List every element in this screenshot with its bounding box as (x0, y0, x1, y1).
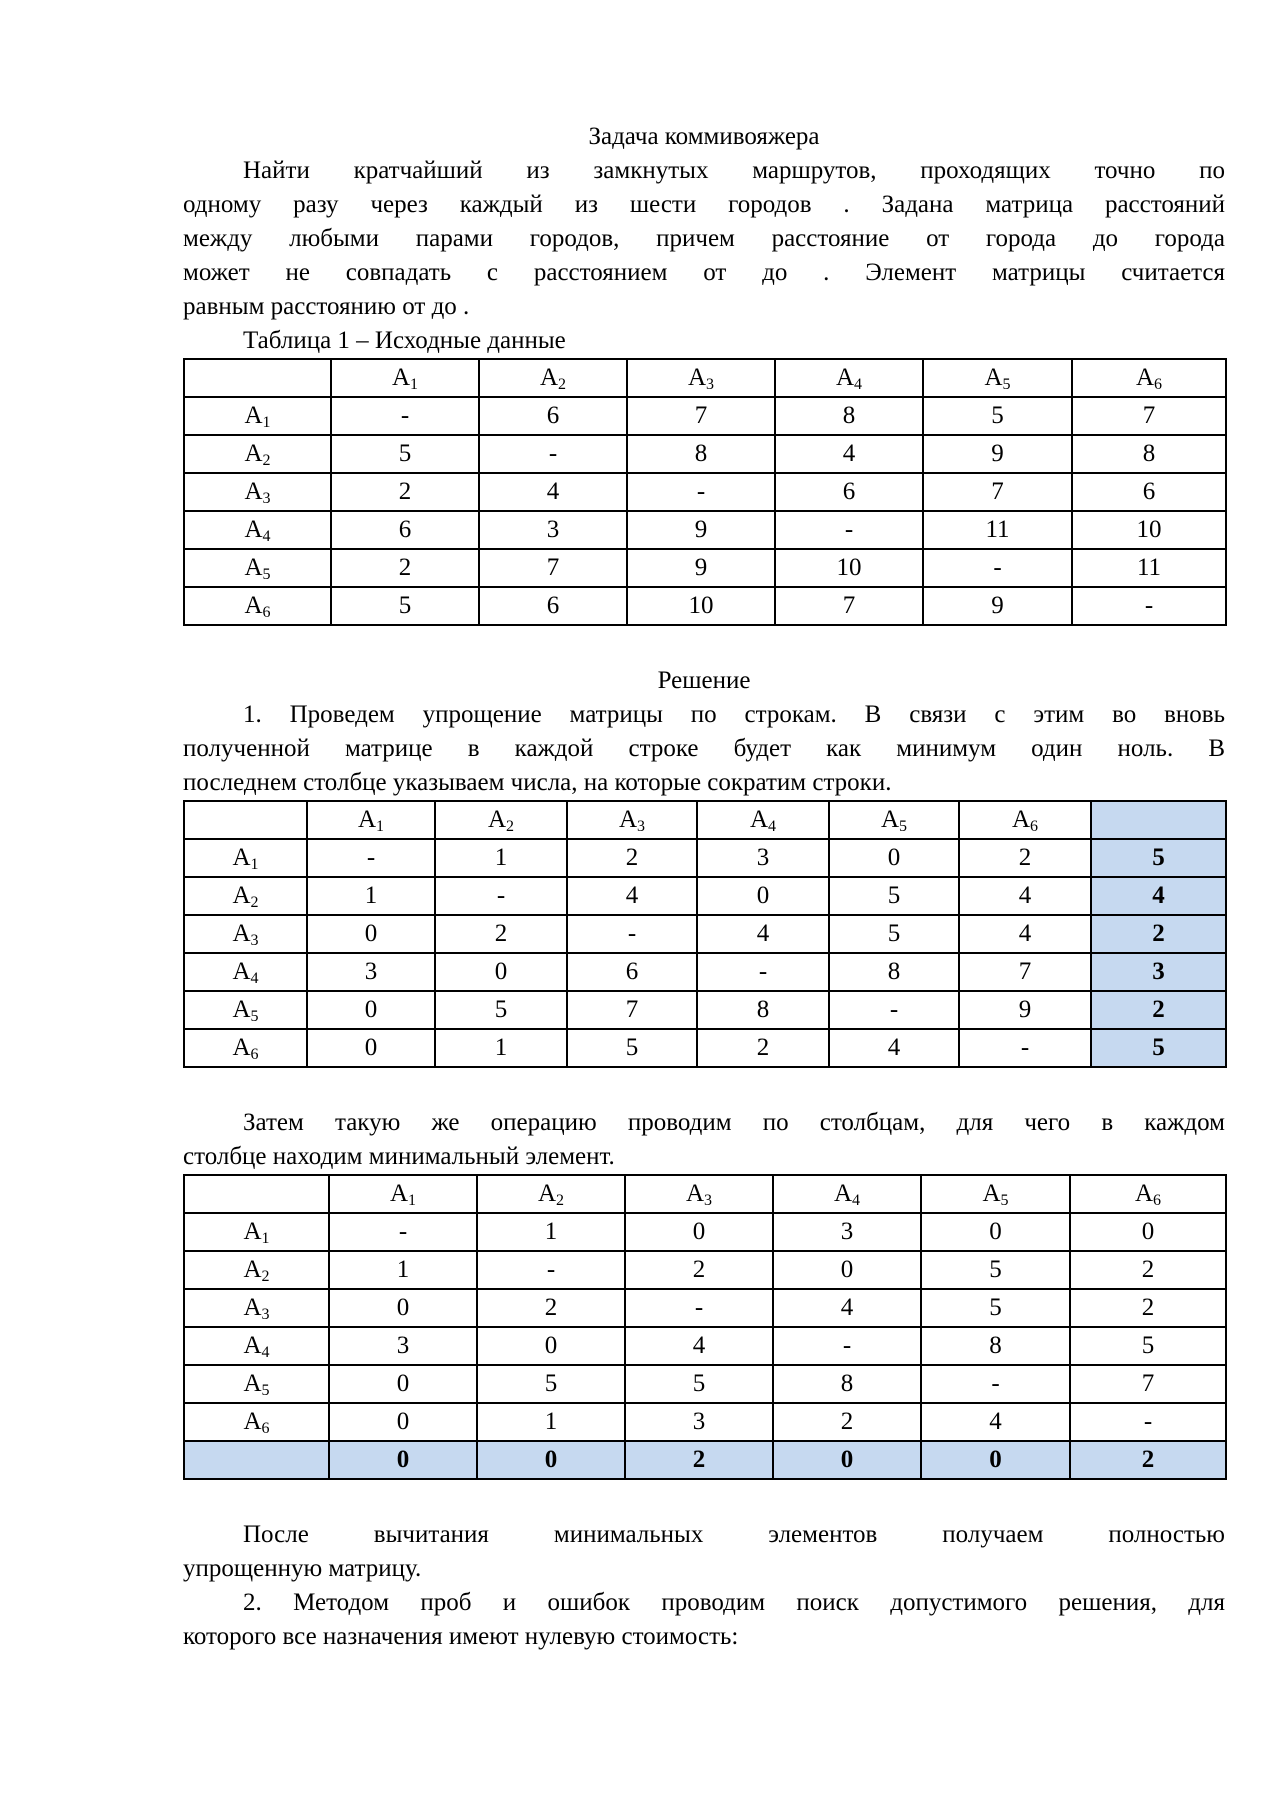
row-header (184, 1029, 307, 1067)
table-row (184, 587, 1226, 625)
column-min-label (184, 1441, 329, 1479)
matrix-cell: 0 (307, 915, 435, 953)
row-header (184, 1289, 329, 1327)
matrix-cell: 2 (625, 1251, 773, 1289)
city-index: 1 (408, 1192, 417, 1209)
matrix-cell: 10 (1072, 511, 1226, 549)
city-label: A (984, 364, 1003, 391)
column-header (435, 801, 567, 839)
city-label: A (243, 1370, 262, 1397)
city-label: A (244, 516, 263, 543)
matrix-cell: 0 (625, 1213, 773, 1251)
table-row (184, 877, 1226, 915)
matrix-cell: 5 (923, 397, 1072, 435)
city-index: 1 (376, 818, 385, 835)
matrix-cell: - (307, 839, 435, 877)
city-label: A (389, 1180, 409, 1207)
table1-caption: Таблица 1 – Исходные данные (243, 327, 566, 354)
matrix-cell: 7 (923, 473, 1072, 511)
column-step-paragraph (183, 1106, 1225, 1174)
city-index: 4 (852, 1192, 861, 1209)
column-header (923, 359, 1072, 397)
table-row (184, 549, 1226, 587)
city-index: 2 (558, 376, 567, 393)
row-header (184, 1327, 329, 1365)
table-header-row (184, 1175, 1226, 1213)
matrix-cell: 7 (479, 549, 627, 587)
city-index: 5 (899, 818, 908, 835)
matrix-cell: 2 (1070, 1289, 1226, 1327)
column-header (1072, 359, 1226, 397)
intro-line: может не совпадать с расстоянием от до . Элемент матрицы считается (183, 259, 1225, 286)
city-label: A (391, 364, 411, 391)
matrix-cell: 0 (329, 1365, 477, 1403)
matrix-cell: 2 (567, 839, 697, 877)
table-header-row (184, 801, 1226, 839)
table-row (184, 915, 1226, 953)
matrix-cell: 6 (567, 953, 697, 991)
row-header (184, 549, 331, 587)
matrix-cell: 8 (775, 397, 923, 435)
row-header (184, 1251, 329, 1289)
row-header (184, 435, 331, 473)
matrix-cell: 0 (435, 953, 567, 991)
row-header (184, 839, 307, 877)
row-header (184, 877, 307, 915)
city-index: 1 (410, 376, 419, 393)
city-label: A (880, 806, 900, 833)
city-label: A (982, 1180, 1001, 1207)
matrix-cell: 9 (923, 587, 1072, 625)
row-header (184, 991, 307, 1029)
city-label: A (244, 440, 263, 467)
column-min-cell: 0 (921, 1441, 1070, 1479)
matrix-cell: - (773, 1327, 921, 1365)
intro-line: Найти кратчайший из замкнутых маршрутов, проходящих точно по (243, 157, 1225, 184)
matrix-cell: 7 (775, 587, 923, 625)
city-index: 6 (1153, 1192, 1162, 1209)
matrix-cell: 8 (829, 953, 959, 991)
city-label: A (749, 806, 769, 833)
matrix-cell: - (1072, 587, 1226, 625)
corner-cell (184, 801, 307, 839)
intro-paragraph (183, 154, 1225, 324)
city-index: 6 (250, 1046, 259, 1063)
row-min-cell: 3 (1091, 953, 1226, 991)
matrix-cell: 6 (479, 587, 627, 625)
matrix-cell: 10 (627, 587, 775, 625)
column-header (479, 359, 627, 397)
matrix-cell: - (829, 991, 959, 1029)
column-reduction-table (183, 1174, 1227, 1480)
matrix-cell: 5 (331, 435, 479, 473)
matrix-cell: 7 (959, 953, 1091, 991)
matrix-cell: - (331, 397, 479, 435)
step1-line: 1. Проведем упрощение матрицы по строкам. В связи с этим во вновь (243, 701, 1225, 728)
column-header (627, 359, 775, 397)
table-row (184, 1029, 1226, 1067)
matrix-cell: 9 (959, 991, 1091, 1029)
matrix-cell: - (921, 1365, 1070, 1403)
matrix-cell: 8 (697, 991, 829, 1029)
matrix-cell: 2 (773, 1403, 921, 1441)
city-index: 2 (262, 452, 271, 469)
city-index: 3 (262, 490, 271, 507)
city-label: A (243, 1218, 262, 1245)
city-index: 2 (261, 1268, 270, 1285)
row-header (184, 915, 307, 953)
column-min-row (184, 1441, 1226, 1479)
row-min-header (1091, 801, 1226, 839)
row-header (184, 511, 331, 549)
matrix-cell: - (329, 1213, 477, 1251)
matrix-cell: 8 (1072, 435, 1226, 473)
table-row (184, 1251, 1226, 1289)
city-index: 3 (706, 376, 715, 393)
city-label: A (1135, 364, 1155, 391)
column-header (1070, 1175, 1226, 1213)
matrix-cell: 0 (697, 877, 829, 915)
solution-heading: Решение (657, 667, 751, 694)
matrix-cell: 11 (923, 511, 1072, 549)
matrix-cell: - (775, 511, 923, 549)
matrix-cell: - (567, 915, 697, 953)
city-index: 6 (262, 604, 271, 621)
matrix-cell: 4 (921, 1403, 1070, 1441)
matrix-cell: 2 (331, 549, 479, 587)
city-label: A (833, 1180, 853, 1207)
document-page (183, 120, 1225, 1654)
matrix-cell: 2 (1070, 1251, 1226, 1289)
matrix-cell: 9 (627, 549, 775, 587)
city-index: 1 (261, 1230, 270, 1247)
row-header (184, 587, 331, 625)
city-index: 4 (250, 970, 259, 987)
matrix-cell: 5 (625, 1365, 773, 1403)
matrix-cell: 4 (773, 1289, 921, 1327)
matrix-cell: 1 (329, 1251, 477, 1289)
city-index: 5 (250, 1008, 259, 1025)
table-row (184, 1213, 1226, 1251)
city-label: A (487, 806, 507, 833)
city-index: 3 (704, 1192, 713, 1209)
row-min-cell: 4 (1091, 877, 1226, 915)
matrix-cell: 6 (331, 511, 479, 549)
city-label: A (835, 364, 855, 391)
table-row (184, 1289, 1226, 1327)
city-index: 6 (1154, 376, 1163, 393)
matrix-cell: - (1070, 1403, 1226, 1441)
column-header (773, 1175, 921, 1213)
city-label: A (232, 882, 251, 909)
city-index: 1 (262, 414, 271, 431)
matrix-cell: 1 (307, 877, 435, 915)
column-min-cell: 0 (477, 1441, 625, 1479)
city-index: 2 (506, 818, 515, 835)
table-row (184, 839, 1226, 877)
matrix-cell: 5 (829, 877, 959, 915)
matrix-cell: 5 (477, 1365, 625, 1403)
matrix-cell: 0 (1070, 1213, 1226, 1251)
row-header (184, 473, 331, 511)
step1-line: полученной матрице в каждой строке будет как минимум один ноль. В (183, 735, 1225, 762)
corner-cell (184, 359, 331, 397)
matrix-cell: 8 (921, 1327, 1070, 1365)
city-index: 5 (261, 1382, 270, 1399)
table-row (184, 1327, 1226, 1365)
matrix-cell: 11 (1072, 549, 1226, 587)
city-label: A (244, 592, 263, 619)
city-index: 6 (261, 1420, 270, 1437)
column-header (775, 359, 923, 397)
matrix-cell: 0 (829, 839, 959, 877)
matrix-cell: 4 (625, 1327, 773, 1365)
row-min-cell: 2 (1091, 991, 1226, 1029)
city-index: 3 (637, 818, 646, 835)
matrix-cell: - (477, 1251, 625, 1289)
matrix-cell: 0 (307, 991, 435, 1029)
row-min-cell: 5 (1091, 1029, 1226, 1067)
matrix-cell: 0 (329, 1289, 477, 1327)
matrix-cell: 0 (329, 1403, 477, 1441)
city-label: A (618, 806, 638, 833)
row-header (184, 1213, 329, 1251)
matrix-cell: - (435, 877, 567, 915)
table-header-row (184, 359, 1226, 397)
matrix-cell: 8 (773, 1365, 921, 1403)
matrix-cell: 2 (331, 473, 479, 511)
city-label: A (244, 554, 263, 581)
matrix-cell: 5 (331, 587, 479, 625)
table-row (184, 473, 1226, 511)
column-header (625, 1175, 773, 1213)
city-label: A (357, 806, 377, 833)
matrix-cell: 6 (479, 397, 627, 435)
city-label: A (232, 1034, 251, 1061)
matrix-cell: 6 (1072, 473, 1226, 511)
city-index: 2 (556, 1192, 565, 1209)
column-step-line: столбце находим минимальный элемент. (183, 1143, 615, 1170)
column-step-line: Затем такую же операцию проводим по столбцам, для чего в каждом (243, 1109, 1225, 1136)
step2-line: которого все назначения имеют нулевую стоимость: (183, 1623, 739, 1650)
row-min-cell: 5 (1091, 839, 1226, 877)
column-min-cell: 2 (625, 1441, 773, 1479)
step1-line: последнем столбце указываем числа, на которые сократим строки. (183, 769, 892, 796)
city-label: A (232, 920, 251, 947)
column-min-cell: 0 (329, 1441, 477, 1479)
city-label: A (243, 1256, 262, 1283)
matrix-cell: 4 (697, 915, 829, 953)
step2-paragraph (183, 1586, 1225, 1654)
matrix-cell: 3 (697, 839, 829, 877)
intro-line: одному разу через каждый из шести городов . Задана матрица расстояний (183, 191, 1225, 218)
after-paragraph (183, 1518, 1225, 1586)
matrix-cell: 10 (775, 549, 923, 587)
city-label: A (685, 1180, 705, 1207)
matrix-cell: 4 (479, 473, 627, 511)
column-header (567, 801, 697, 839)
matrix-cell: 3 (773, 1213, 921, 1251)
matrix-cell: 5 (567, 1029, 697, 1067)
matrix-cell: 4 (567, 877, 697, 915)
table-row (184, 435, 1226, 473)
city-index: 6 (1030, 818, 1039, 835)
matrix-cell: 9 (627, 511, 775, 549)
step1-paragraph (183, 698, 1225, 800)
city-label: A (1134, 1180, 1154, 1207)
city-label: A (232, 958, 251, 985)
matrix-cell: - (959, 1029, 1091, 1067)
row-header (184, 1365, 329, 1403)
after-line: После вычитания минимальных элементов получаем полностью (243, 1521, 1225, 1548)
city-index: 4 (854, 376, 863, 393)
column-header (329, 1175, 477, 1213)
table-row (184, 1403, 1226, 1441)
matrix-cell: 3 (329, 1327, 477, 1365)
matrix-cell: 1 (435, 1029, 567, 1067)
page-title: Задача коммивояжера (588, 123, 820, 150)
matrix-cell: 1 (435, 839, 567, 877)
city-index: 4 (262, 528, 271, 545)
column-header (921, 1175, 1070, 1213)
table-row (184, 953, 1226, 991)
matrix-cell: 0 (477, 1327, 625, 1365)
column-header (331, 359, 479, 397)
matrix-cell: 2 (477, 1289, 625, 1327)
matrix-cell: 2 (435, 915, 567, 953)
matrix-cell: 7 (567, 991, 697, 1029)
matrix-cell: 8 (627, 435, 775, 473)
matrix-cell: 6 (775, 473, 923, 511)
matrix-cell: 0 (307, 1029, 435, 1067)
matrix-cell: 7 (1070, 1365, 1226, 1403)
row-min-cell: 2 (1091, 915, 1226, 953)
matrix-cell: - (923, 549, 1072, 587)
intro-line: равным расстоянию от до . (183, 293, 470, 320)
city-label: A (244, 478, 263, 505)
matrix-cell: 4 (959, 915, 1091, 953)
matrix-cell: 5 (435, 991, 567, 1029)
table-row (184, 991, 1226, 1029)
city-index: 4 (768, 818, 777, 835)
column-header (307, 801, 435, 839)
row-header (184, 953, 307, 991)
city-label: A (243, 1294, 262, 1321)
matrix-cell: 0 (773, 1251, 921, 1289)
intro-line: между любыми парами городов, причем расстояние от города до города (183, 225, 1225, 252)
column-header (697, 801, 829, 839)
matrix-cell: - (627, 473, 775, 511)
column-header (959, 801, 1091, 839)
row-header (184, 1403, 329, 1441)
city-index: 3 (261, 1306, 270, 1323)
matrix-cell: 5 (1070, 1327, 1226, 1365)
matrix-cell: 4 (829, 1029, 959, 1067)
matrix-cell: - (697, 953, 829, 991)
matrix-cell: 7 (1072, 397, 1226, 435)
matrix-cell: 5 (829, 915, 959, 953)
column-min-cell: 2 (1070, 1441, 1226, 1479)
matrix-cell: 1 (477, 1403, 625, 1441)
after-line: упрощенную матрицу. (183, 1555, 422, 1582)
matrix-cell: 2 (697, 1029, 829, 1067)
city-label: A (687, 364, 707, 391)
matrix-cell: 3 (307, 953, 435, 991)
matrix-cell: 2 (959, 839, 1091, 877)
table-row (184, 1365, 1226, 1403)
city-index: 3 (250, 932, 259, 949)
step2-line: 2. Методом проб и ошибок проводим поиск допустимого решения, для (243, 1589, 1225, 1616)
city-index: 2 (250, 894, 259, 911)
corner-cell (184, 1175, 329, 1213)
city-label: A (232, 996, 251, 1023)
matrix-cell: - (479, 435, 627, 473)
matrix-cell: 3 (479, 511, 627, 549)
column-min-cell: 0 (773, 1441, 921, 1479)
matrix-cell: 4 (959, 877, 1091, 915)
matrix-cell: 5 (921, 1289, 1070, 1327)
city-label: A (244, 402, 263, 429)
table-row (184, 397, 1226, 435)
city-index: 5 (262, 566, 271, 583)
city-label: A (539, 364, 559, 391)
row-reduction-table (183, 800, 1227, 1068)
city-label: A (243, 1332, 262, 1359)
matrix-cell: 7 (627, 397, 775, 435)
matrix-cell: 5 (921, 1251, 1070, 1289)
matrix-cell: 9 (923, 435, 1072, 473)
matrix-cell: 0 (921, 1213, 1070, 1251)
matrix-cell: - (625, 1289, 773, 1327)
matrix-cell: 3 (625, 1403, 773, 1441)
column-header (477, 1175, 625, 1213)
city-label: A (1011, 806, 1031, 833)
table-row (184, 511, 1226, 549)
city-index: 5 (1000, 1192, 1009, 1209)
city-label: A (243, 1408, 262, 1435)
matrix-cell: 1 (477, 1213, 625, 1251)
city-index: 5 (1002, 376, 1011, 393)
column-header (829, 801, 959, 839)
row-header (184, 397, 331, 435)
city-label: A (232, 844, 251, 871)
city-index: 1 (250, 856, 259, 873)
matrix-cell: 4 (775, 435, 923, 473)
city-label: A (537, 1180, 557, 1207)
source-distance-table (183, 358, 1227, 626)
city-index: 4 (261, 1344, 270, 1361)
